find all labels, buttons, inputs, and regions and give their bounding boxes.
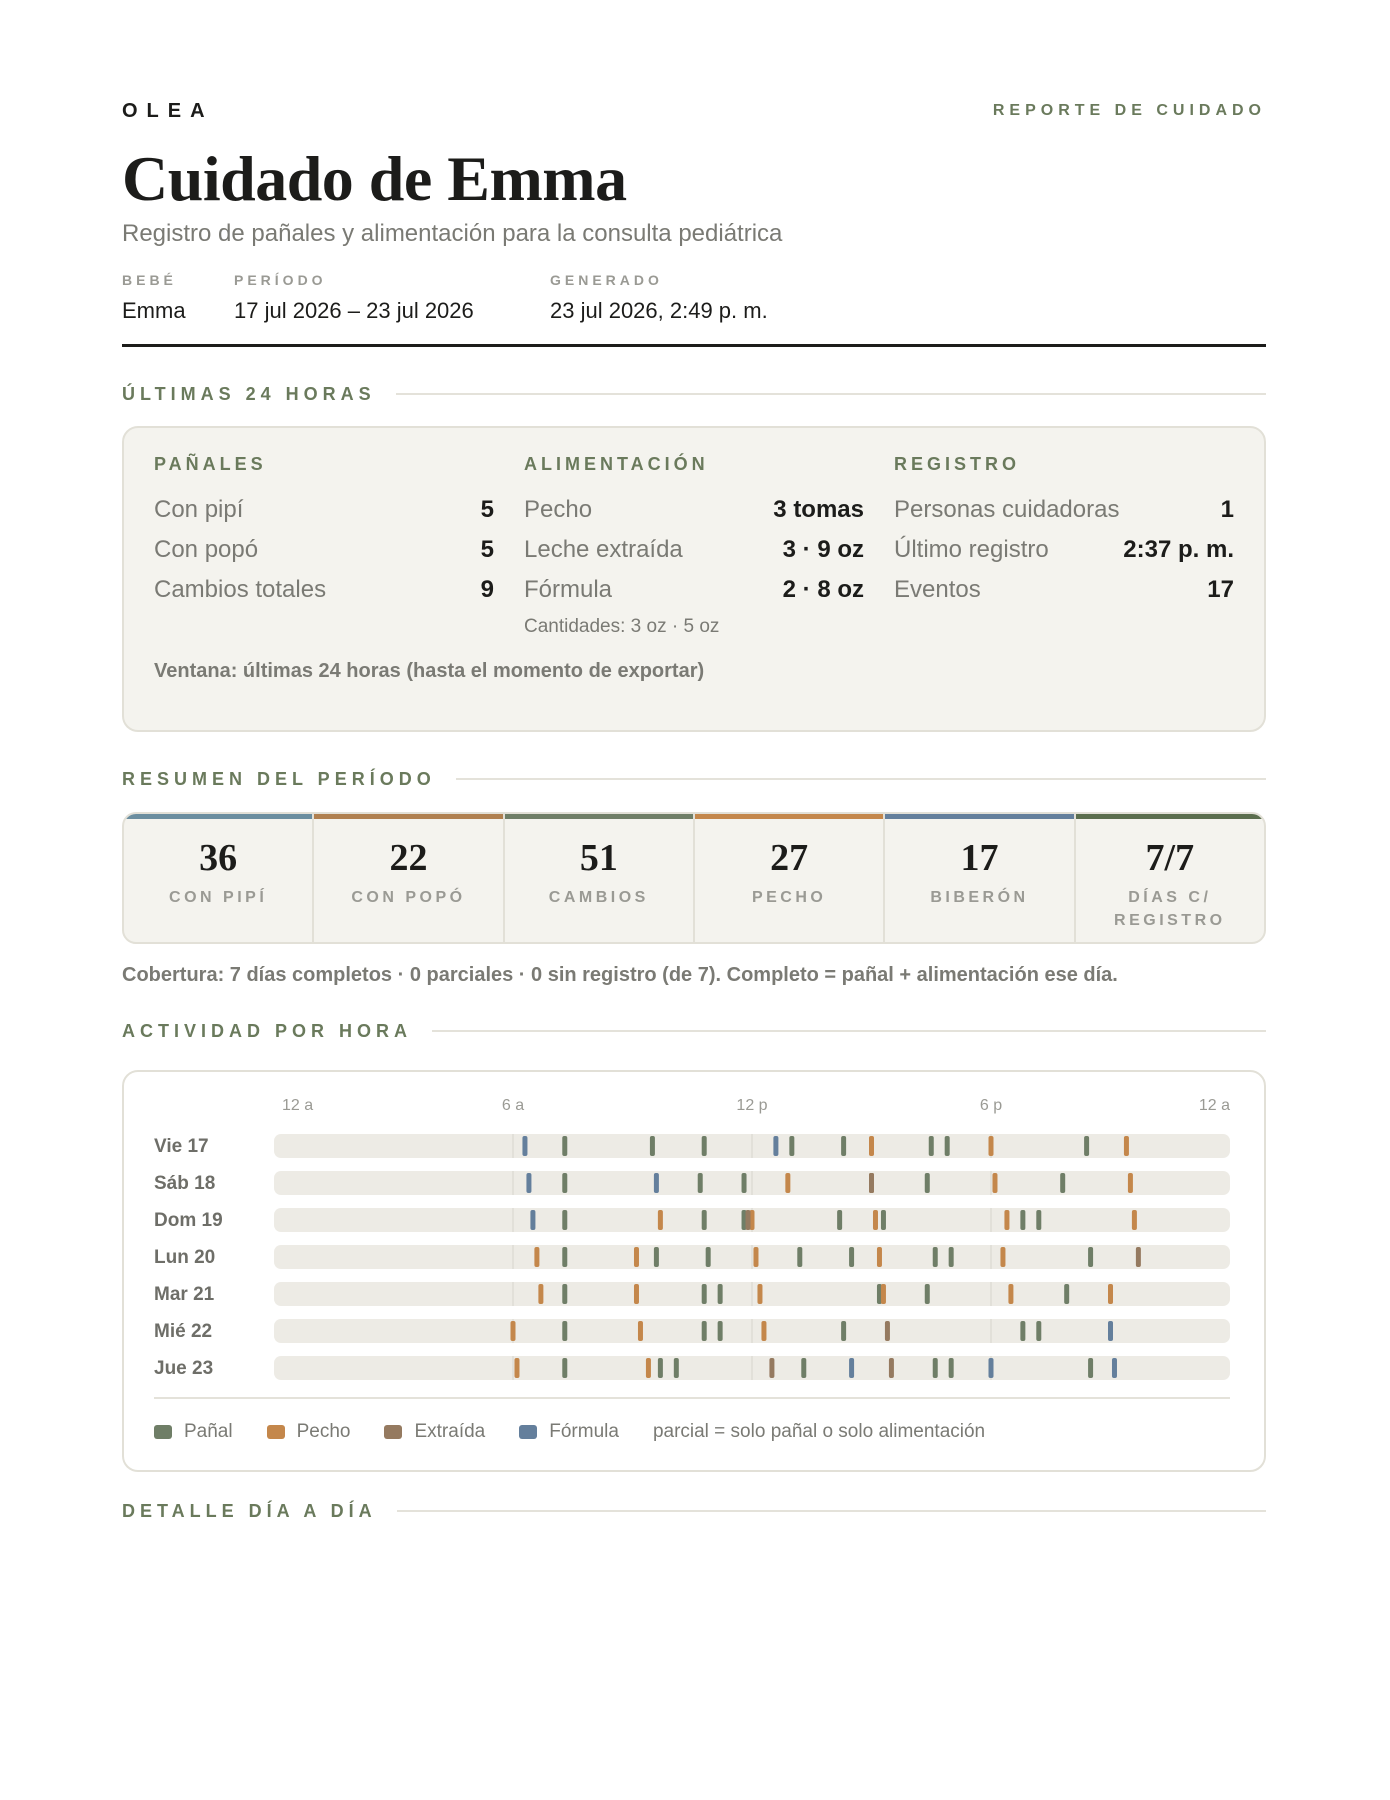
stat-poop	[314, 814, 504, 942]
event-mark-pecho	[989, 1136, 994, 1156]
event-mark-pecho	[869, 1136, 874, 1156]
event-mark-panal	[562, 1210, 567, 1230]
stat-row	[154, 490, 494, 530]
event-mark-panal	[562, 1284, 567, 1304]
event-mark-panal	[1088, 1358, 1093, 1378]
section-title: RESUMEN DEL PERÍODO	[122, 768, 436, 789]
stat-value: 9	[480, 576, 494, 603]
event-mark-pecho	[877, 1247, 882, 1267]
stat-pee	[124, 814, 314, 942]
event-mark-formula	[1112, 1358, 1117, 1378]
event-mark-extraida	[889, 1358, 894, 1378]
legend-swatch	[267, 1425, 285, 1439]
section-period-summary	[122, 768, 1266, 790]
event-mark-panal	[1084, 1136, 1089, 1156]
event-mark-extraida	[746, 1210, 751, 1230]
day-label: Vie 17	[154, 1136, 209, 1157]
stat-accent-bar	[124, 814, 312, 819]
legend-swatch	[384, 1425, 402, 1439]
brand-logo: OLEA	[122, 100, 214, 122]
stat-row	[524, 490, 864, 530]
event-mark-panal	[925, 1173, 930, 1193]
event-mark-panal	[925, 1284, 930, 1304]
legend-label: Pañal	[184, 1421, 233, 1442]
column-title: REGISTRO	[894, 454, 1021, 474]
meta-value: 23 jul 2026, 2:49 p. m.	[550, 298, 768, 323]
stat-value: 1	[1220, 496, 1234, 523]
legend-label: Pecho	[296, 1421, 351, 1442]
meta-baby	[122, 272, 186, 324]
legend-item-pumped	[384, 1421, 485, 1443]
hour-tick-label: 6 a	[501, 1097, 525, 1114]
activity-chart-card	[122, 1070, 1266, 1472]
day-label: Lun 20	[154, 1247, 216, 1268]
day-label: Mar 21	[154, 1284, 215, 1305]
event-mark-panal	[789, 1136, 794, 1156]
event-mark-panal	[706, 1247, 711, 1267]
chart-legend	[154, 1420, 985, 1444]
event-mark-panal	[1088, 1247, 1093, 1267]
event-mark-pecho	[1128, 1173, 1133, 1193]
section-last-24h	[122, 383, 1266, 405]
section-rule	[432, 1030, 1266, 1032]
stat-row	[524, 570, 864, 610]
event-mark-pecho	[511, 1321, 516, 1341]
feeding-column	[524, 454, 864, 638]
column-title: ALIMENTACIÓN	[524, 454, 709, 474]
log-column	[894, 454, 1234, 610]
hour-tick-label: 6 p	[979, 1097, 1003, 1114]
event-mark-pecho	[538, 1284, 543, 1304]
event-mark-pecho	[638, 1321, 643, 1341]
event-mark-formula	[654, 1173, 659, 1193]
event-mark-panal	[718, 1284, 723, 1304]
stat-accent-bar	[1076, 814, 1264, 819]
stat-label: CON PIPÍ	[169, 889, 268, 906]
meta-label: BEBÉ	[122, 272, 177, 288]
stat-number: 17	[960, 837, 999, 879]
meta-generated	[550, 272, 768, 324]
event-mark-formula	[849, 1358, 854, 1378]
window-note: Ventana: últimas 24 horas (hasta el momento de exportar)	[154, 660, 705, 682]
stat-label: Pecho	[524, 496, 593, 523]
event-mark-panal	[698, 1173, 703, 1193]
event-mark-panal	[849, 1247, 854, 1267]
event-mark-panal	[658, 1358, 663, 1378]
stat-value: 2 · 8 oz	[782, 576, 864, 603]
event-mark-panal	[702, 1136, 707, 1156]
legend-item-diaper	[154, 1421, 233, 1443]
event-mark-formula	[1108, 1321, 1113, 1341]
event-mark-pecho	[634, 1247, 639, 1267]
event-mark-extraida	[869, 1173, 874, 1193]
stat-accent-bar	[695, 814, 883, 819]
event-mark-pecho	[992, 1173, 997, 1193]
event-mark-pecho	[785, 1173, 790, 1193]
stat-label: PECHO	[751, 889, 827, 906]
event-mark-panal	[949, 1247, 954, 1267]
legend-item-breast	[267, 1421, 351, 1443]
stat-value: 3 tomas	[773, 496, 864, 523]
event-mark-pecho	[873, 1210, 878, 1230]
event-mark-panal	[562, 1173, 567, 1193]
event-mark-pecho	[634, 1284, 639, 1304]
stat-number: 27	[770, 837, 809, 879]
event-mark-panal	[841, 1136, 846, 1156]
event-mark-pecho	[658, 1210, 663, 1230]
stat-value: 3 · 9 oz	[782, 536, 864, 563]
event-mark-pecho	[534, 1247, 539, 1267]
event-mark-formula	[522, 1136, 527, 1156]
page-title: Cuidado de Emma	[122, 143, 627, 214]
event-mark-panal	[702, 1284, 707, 1304]
event-mark-panal	[1060, 1173, 1065, 1193]
stat-row	[524, 530, 864, 570]
event-mark-panal	[562, 1136, 567, 1156]
stat-breast	[695, 814, 885, 942]
stat-number: 36	[199, 837, 238, 879]
stat-label: DÍAS C/ REGISTRO	[1114, 889, 1226, 929]
event-mark-pecho	[1008, 1284, 1013, 1304]
stat-number: 51	[579, 837, 618, 879]
hour-tick-label: 12 a	[282, 1097, 314, 1114]
event-mark-panal	[933, 1247, 938, 1267]
stat-label: Último registro	[894, 536, 1049, 563]
event-mark-panal	[797, 1247, 802, 1267]
stat-label: Personas cuidadoras	[894, 496, 1120, 523]
hour-tick-label: 12 p	[736, 1097, 768, 1114]
header-divider	[122, 344, 1266, 347]
legend-swatch	[519, 1425, 537, 1439]
stat-value: 5	[480, 496, 494, 523]
stat-bottle	[885, 814, 1075, 942]
page-subtitle: Registro de pañales y alimentación para la consulta pediátrica	[122, 220, 783, 247]
event-mark-panal	[562, 1247, 567, 1267]
stat-row	[154, 530, 494, 570]
stat-accent-bar	[885, 814, 1073, 819]
event-mark-panal	[837, 1210, 842, 1230]
meta-label: PERÍODO	[234, 272, 327, 288]
stat-value: 17	[1207, 576, 1234, 603]
section-rule	[396, 393, 1266, 395]
day-label: Sáb 18	[154, 1173, 216, 1194]
event-mark-panal	[718, 1321, 723, 1341]
stat-accent-bar	[314, 814, 502, 819]
section-title: ACTIVIDAD POR HORA	[122, 1020, 413, 1041]
event-mark-pecho	[1132, 1210, 1137, 1230]
stat-label: CAMBIOS	[548, 889, 649, 906]
day-label: Dom 19	[154, 1210, 223, 1231]
hour-tick-label: 12 a	[1198, 1097, 1230, 1114]
event-mark-formula	[773, 1136, 778, 1156]
section-activity	[122, 1020, 1266, 1042]
stat-accent-bar	[505, 814, 693, 819]
event-mark-panal	[562, 1358, 567, 1378]
event-mark-pecho	[757, 1284, 762, 1304]
event-mark-panal	[742, 1173, 747, 1193]
meta-period	[234, 272, 474, 324]
meta-value: 17 jul 2026 – 23 jul 2026	[234, 298, 474, 323]
report-type-label: REPORTE DE CUIDADO	[992, 102, 1266, 119]
stat-row	[894, 570, 1234, 610]
section-title: ÚLTIMAS 24 HORAS	[122, 383, 376, 404]
legend-label: Fórmula	[549, 1421, 619, 1442]
stat-value: 2:37 p. m.	[1123, 536, 1234, 563]
column-title: PAÑALES	[154, 454, 267, 474]
amounts-note: Cantidades: 3 oz · 5 oz	[524, 616, 720, 637]
diapers-column	[154, 454, 494, 610]
stat-row	[894, 490, 1234, 530]
event-mark-pecho	[646, 1358, 651, 1378]
day-label: Mié 22	[154, 1321, 213, 1342]
top-line	[122, 100, 1266, 122]
summary-strip	[122, 812, 1266, 944]
event-mark-panal	[949, 1358, 954, 1378]
event-mark-panal	[801, 1358, 806, 1378]
event-mark-pecho	[1124, 1136, 1129, 1156]
event-mark-formula	[989, 1358, 994, 1378]
stat-label: Eventos	[894, 576, 981, 603]
legend-note: parcial = solo pañal o solo alimentación	[652, 1421, 986, 1442]
event-mark-extraida	[1136, 1247, 1141, 1267]
legend-item-formula	[519, 1421, 619, 1443]
event-mark-pecho	[1108, 1284, 1113, 1304]
event-mark-formula	[526, 1173, 531, 1193]
event-mark-panal	[654, 1247, 659, 1267]
stat-value: 5	[480, 536, 494, 563]
stat-label: Con popó	[154, 536, 259, 563]
stat-row	[894, 530, 1234, 570]
stat-label: Leche extraída	[524, 536, 683, 563]
event-mark-pecho	[761, 1321, 766, 1341]
event-mark-panal	[674, 1358, 679, 1378]
event-mark-panal	[929, 1136, 934, 1156]
meta-label: GENERADO	[550, 272, 663, 288]
stat-label: Cambios totales	[154, 576, 327, 603]
event-mark-panal	[841, 1321, 846, 1341]
event-mark-panal	[1036, 1210, 1041, 1230]
stat-label: CON POPÓ	[351, 889, 466, 906]
activity-chart	[124, 1072, 1264, 1402]
event-mark-panal	[702, 1210, 707, 1230]
event-mark-extraida	[769, 1358, 774, 1378]
event-mark-panal	[881, 1210, 886, 1230]
event-mark-formula	[530, 1210, 535, 1230]
stat-row	[154, 570, 494, 610]
event-mark-panal	[945, 1136, 950, 1156]
section-day-detail	[122, 1500, 1266, 1522]
stat-changes	[505, 814, 695, 942]
event-mark-panal	[562, 1321, 567, 1341]
last-24h-card	[122, 426, 1266, 732]
event-mark-pecho	[514, 1358, 519, 1378]
stat-label: Fórmula	[524, 576, 613, 603]
event-mark-panal	[1020, 1210, 1025, 1230]
event-mark-panal	[1020, 1321, 1025, 1341]
event-mark-pecho	[1004, 1210, 1009, 1230]
section-rule	[397, 1510, 1266, 1512]
legend-label: Extraída	[414, 1421, 486, 1442]
event-mark-pecho	[753, 1247, 758, 1267]
event-mark-extraida	[885, 1321, 890, 1341]
event-mark-panal	[1064, 1284, 1069, 1304]
coverage-note: Cobertura: 7 días completos · 0 parciales · 0 sin registro (de 7). Completo = pañal + alimentación ese día.	[122, 964, 1118, 986]
event-mark-pecho	[881, 1284, 886, 1304]
meta-value: Emma	[122, 298, 186, 323]
stat-label: BIBERÓN	[930, 889, 1029, 906]
event-mark-panal	[1036, 1321, 1041, 1341]
event-mark-panal	[702, 1321, 707, 1341]
day-label: Jue 23	[154, 1358, 214, 1379]
legend-swatch	[154, 1425, 172, 1439]
section-rule	[456, 778, 1266, 780]
stat-days-logged	[1076, 814, 1264, 942]
event-mark-panal	[933, 1358, 938, 1378]
stat-label: Con pipí	[154, 496, 244, 523]
event-mark-pecho	[1000, 1247, 1005, 1267]
stat-number: 22	[389, 837, 428, 879]
section-title: DETALLE DÍA A DÍA	[122, 1500, 377, 1521]
stat-number: 7/7	[1145, 837, 1195, 879]
event-mark-panal	[650, 1136, 655, 1156]
